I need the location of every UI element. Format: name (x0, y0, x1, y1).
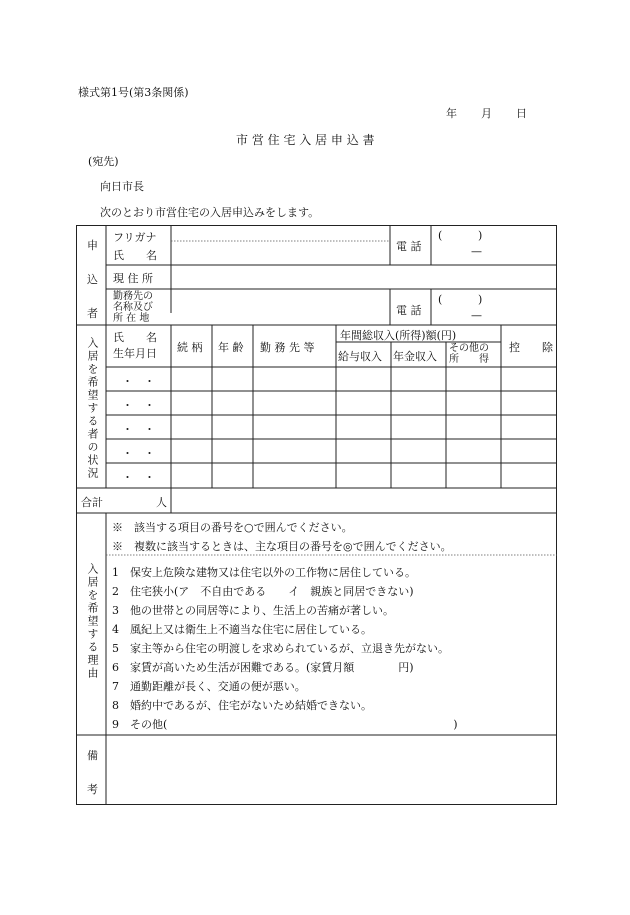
reason-item-8[interactable]: 8 婚約中であるが、住宅がないため結婚できない。 (112, 699, 372, 712)
reason-item-6[interactable]: 6 家賃が高いため生活が困難である。(家賃月額 円) (112, 661, 414, 674)
remarks-char-1: 備 (87, 749, 98, 762)
application-form (76, 225, 557, 805)
col-salary-label: 給与収入 (338, 350, 382, 363)
applicant-char-1: 申 (87, 239, 98, 252)
addressee-label: (宛先) (88, 155, 119, 168)
work-label-1: 勤務先の (113, 291, 153, 302)
applicant-char-2: 込 (87, 273, 98, 286)
col-relation-label: 続 柄 (177, 341, 203, 354)
phone-field[interactable] (433, 227, 555, 263)
work-phone-label: 電 話 (396, 304, 422, 317)
reasons-note-1: ※ 該当する項目の番号を○で囲んでください。 (112, 521, 353, 534)
reasons-note-2: ※ 複数に該当するときは、主な項目の番号を◎で囲んでください。 (112, 540, 452, 553)
row-birthdate-dots: ・ ・ (122, 399, 155, 412)
applicant-name-field[interactable] (174, 227, 388, 263)
row-birthdate-dots: ・ ・ (122, 471, 155, 484)
col-other-label-1: その他の (449, 343, 489, 354)
total-field[interactable] (174, 491, 554, 511)
addressee: 向日市長 (100, 180, 144, 193)
reason-item-2[interactable]: 2 住宅狭小(ア 不自由である イ 親族と同居できない) (112, 585, 414, 598)
total-label: 合計 (81, 496, 103, 509)
form-number: 様式第1号(第3条関係) (78, 86, 189, 99)
furigana-label: フリガナ (113, 231, 157, 244)
reason-item-1[interactable]: 1 保安上危険な建物又は住宅以外の工作物に居住している。 (112, 566, 416, 579)
col-income-group-label: 年間総収入(所得)額(円) (340, 329, 457, 342)
total-unit: 人 (156, 496, 167, 509)
work-paren-open: ( (438, 293, 443, 306)
work-field[interactable] (174, 291, 388, 323)
remarks-char-2: 考 (87, 783, 98, 796)
date-year: 年 (446, 107, 457, 120)
date-month: 月 (481, 107, 492, 120)
work-phone-dash: — (471, 309, 482, 322)
work-label-2: 名称及び (113, 302, 153, 313)
col-work-label: 勤 務 先 等 (260, 341, 315, 354)
work-phone-field[interactable] (433, 291, 555, 323)
reason-item-3[interactable]: 3 他の世帯との同居等により、生活上の苦痛が著しい。 (112, 604, 394, 617)
row-birthdate-dots: ・ ・ (122, 447, 155, 460)
work-label-3: 所 在 地 (113, 313, 150, 324)
reason-item-7[interactable]: 7 通勤距離が長く、交通の便が悪い。 (112, 680, 306, 693)
reason-item-5[interactable]: 5 家主等から住宅の明渡しを求められているが、立退き先がない。 (112, 642, 449, 655)
col-other-label-2: 所 得 (449, 354, 489, 365)
phone-dash: — (471, 245, 482, 258)
reasons-section-label: 入居を希望する理由 (86, 563, 99, 680)
intro-text: 次のとおり市営住宅の入居申込みをします。 (100, 206, 320, 219)
row-birthdate-dots: ・ ・ (122, 375, 155, 388)
reason-item-9[interactable]: 9 その他( ) (112, 718, 458, 731)
date-day: 日 (516, 107, 527, 120)
household-section-label: 入居を希望する者の状況 (86, 337, 99, 480)
work-paren-close: ) (478, 293, 483, 306)
applicant-char-3: 者 (87, 307, 98, 320)
address-label: 現 住 所 (113, 272, 153, 285)
phone-paren-open: ( (438, 229, 443, 242)
page-title: 市 営 住 宅 入 居 申 込 書 (236, 133, 375, 147)
name-label: 氏 名 (113, 249, 157, 262)
remarks-field[interactable] (109, 738, 554, 802)
phone-paren-close: ) (478, 229, 483, 242)
col-birthdate-label: 生年月日 (113, 347, 157, 360)
col-age-label: 年 齢 (218, 341, 244, 354)
reason-item-4[interactable]: 4 風紀上又は衛生上不適当な住宅に居住している。 (112, 623, 372, 636)
col-pension-label: 年金収入 (393, 350, 437, 363)
col-deduction-label: 控 除 (509, 341, 553, 354)
col-name-label: 氏 名 (113, 331, 157, 344)
address-field[interactable] (174, 267, 554, 287)
row-birthdate-dots: ・ ・ (122, 423, 155, 436)
phone-label: 電 話 (396, 240, 422, 253)
